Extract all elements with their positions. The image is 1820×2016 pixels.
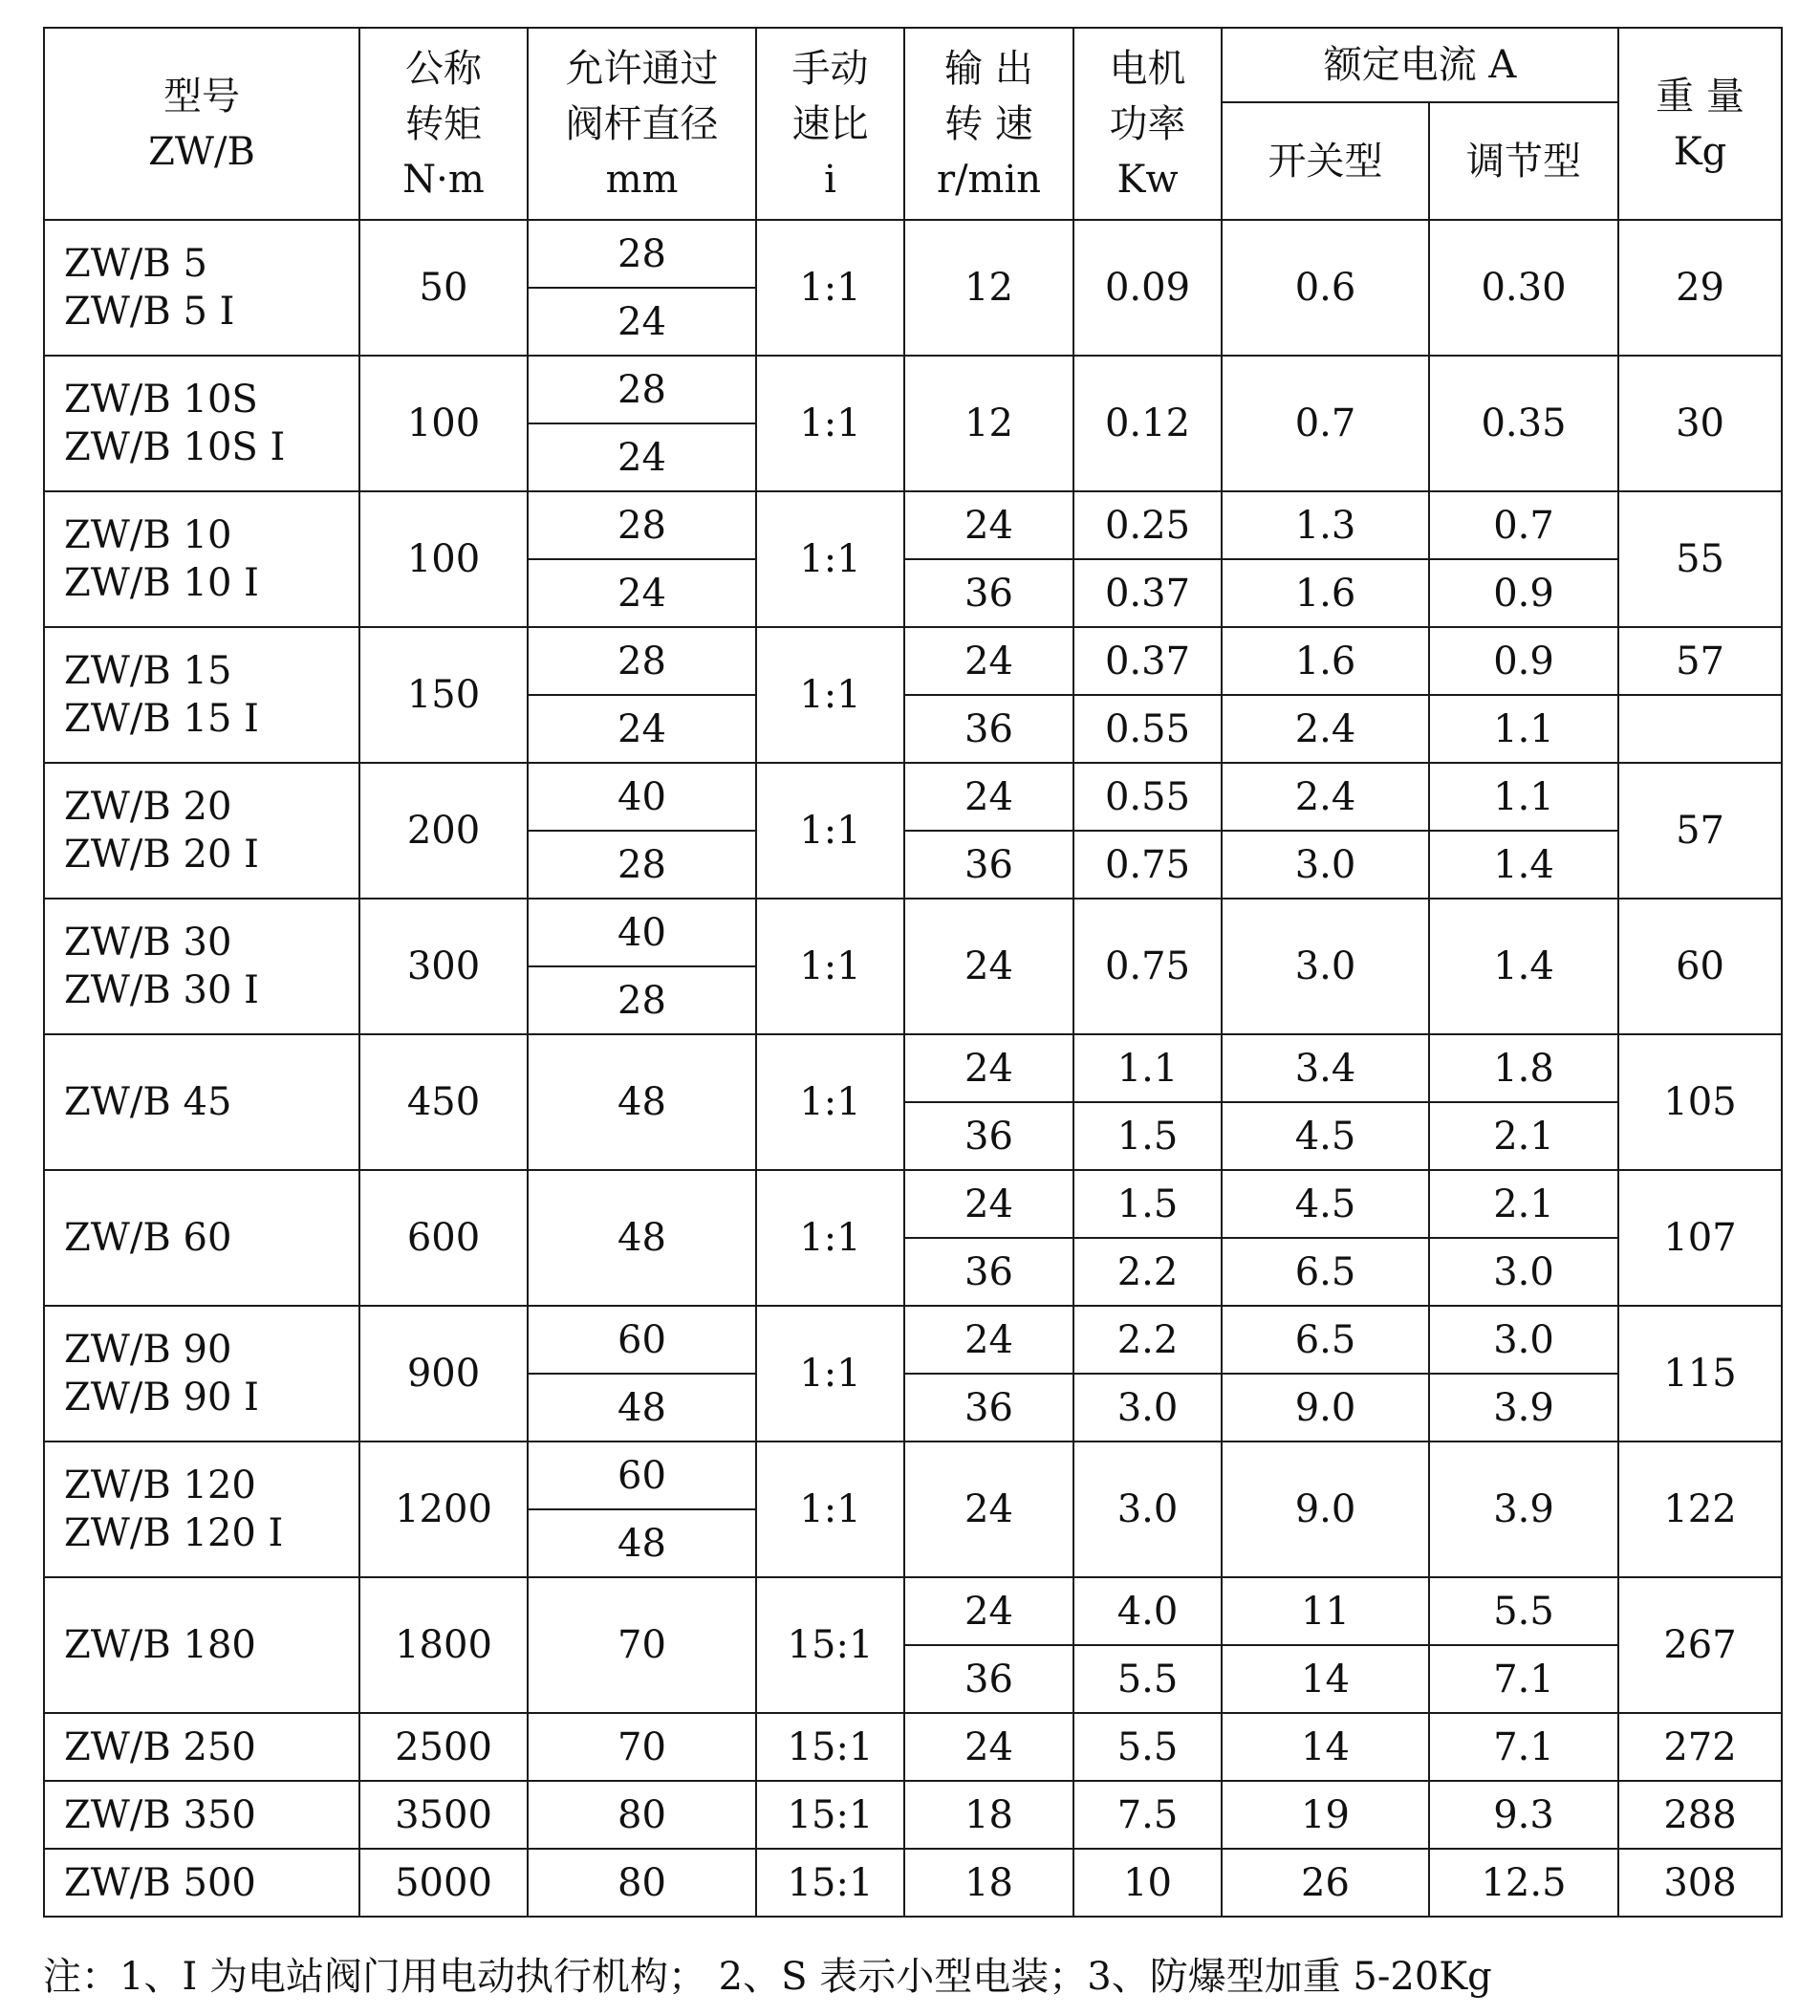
regulate-current-cell: 12.5: [1429, 1849, 1618, 1917]
table-row: [44, 491, 1782, 559]
stem-diameter-cell: 28: [528, 356, 756, 423]
regulate-current-cell: 5.5: [1429, 1577, 1618, 1645]
regulate-current-cell: 3.9: [1429, 1374, 1618, 1442]
stem-diameter-cell: 70: [528, 1577, 756, 1713]
switch-current-cell: 1.6: [1222, 627, 1429, 695]
regulate-current-cell: 7.1: [1429, 1713, 1618, 1781]
model-cell: ZW/B 60: [44, 1170, 359, 1306]
output-speed-cell: 12: [904, 356, 1073, 491]
switch-current-cell: 1.6: [1222, 559, 1429, 627]
output-speed-cell: 36: [904, 831, 1073, 899]
weight-cell: 57: [1618, 627, 1782, 695]
weight-cell: 272: [1618, 1713, 1782, 1781]
switch-current-cell: 6.5: [1222, 1238, 1429, 1306]
table-row: [44, 356, 1782, 423]
motor-power-cell: 0.12: [1073, 356, 1222, 491]
output-speed-cell: 18: [904, 1781, 1073, 1849]
table-row: [44, 1170, 1782, 1238]
manual-ratio-cell: 15:1: [756, 1577, 904, 1713]
stem-diameter-cell: 28: [528, 627, 756, 695]
model-cell: ZW/B 15 ZW/B 15 I: [44, 627, 359, 763]
switch-current-cell: 4.5: [1222, 1170, 1429, 1238]
output-speed-cell: 24: [904, 1034, 1073, 1102]
torque-cell: 300: [359, 899, 528, 1034]
switch-current-cell: 14: [1222, 1713, 1429, 1781]
table-row: [44, 220, 1782, 288]
output-speed-cell: 12: [904, 220, 1073, 356]
table-row: [44, 1781, 1782, 1849]
manual-ratio-cell: 1:1: [756, 1306, 904, 1442]
regulate-current-cell: 0.30: [1429, 220, 1618, 356]
manual-ratio-cell: 1:1: [756, 1442, 904, 1577]
header-motor-power: 电机 功率 Kw: [1073, 28, 1222, 220]
weight-cell: 57: [1618, 763, 1782, 899]
motor-power-cell: 10: [1073, 1849, 1222, 1917]
header-manual-ratio: 手动 速比 i: [756, 28, 904, 220]
torque-cell: 450: [359, 1034, 528, 1170]
motor-power-cell: 0.55: [1073, 695, 1222, 763]
switch-current-cell: 3.0: [1222, 831, 1429, 899]
stem-diameter-cell: 48: [528, 1509, 756, 1577]
output-speed-cell: 36: [904, 559, 1073, 627]
regulate-current-cell: 9.3: [1429, 1781, 1618, 1849]
switch-current-cell: 4.5: [1222, 1102, 1429, 1170]
manual-ratio-cell: 1:1: [756, 220, 904, 356]
regulate-current-cell: 1.4: [1429, 899, 1618, 1034]
model-cell: ZW/B 180: [44, 1577, 359, 1713]
switch-current-cell: 11: [1222, 1577, 1429, 1645]
torque-cell: 100: [359, 356, 528, 491]
weight-cell: 105: [1618, 1034, 1782, 1170]
weight-cell: 55: [1618, 491, 1782, 627]
torque-cell: 200: [359, 763, 528, 899]
table-row: [44, 763, 1782, 831]
weight-cell: 288: [1618, 1781, 1782, 1849]
table-row: [44, 627, 1782, 695]
motor-power-cell: 0.09: [1073, 220, 1222, 356]
stem-diameter-cell: 60: [528, 1306, 756, 1374]
manual-ratio-cell: 1:1: [756, 1170, 904, 1306]
table-row: [44, 1849, 1782, 1917]
output-speed-cell: 36: [904, 1102, 1073, 1170]
header-weight: 重 量 Kg: [1618, 28, 1782, 220]
output-speed-cell: 36: [904, 1374, 1073, 1442]
output-speed-cell: 18: [904, 1849, 1073, 1917]
regulate-current-cell: 0.9: [1429, 627, 1618, 695]
table-row: [44, 1713, 1782, 1781]
stem-diameter-cell: 80: [528, 1849, 756, 1917]
torque-cell: 1800: [359, 1577, 528, 1713]
stem-diameter-cell: 24: [528, 288, 756, 356]
output-speed-cell: 36: [904, 1645, 1073, 1713]
manual-ratio-cell: 15:1: [756, 1713, 904, 1781]
header-rated-current: 额定电流 A: [1222, 28, 1618, 102]
switch-current-cell: 2.4: [1222, 695, 1429, 763]
table-row: [44, 1577, 1782, 1645]
stem-diameter-cell: 40: [528, 763, 756, 831]
switch-current-cell: 9.0: [1222, 1442, 1429, 1577]
stem-diameter-cell: 80: [528, 1781, 756, 1849]
regulate-current-cell: 2.1: [1429, 1102, 1618, 1170]
stem-diameter-cell: 28: [528, 220, 756, 288]
manual-ratio-cell: 1:1: [756, 1034, 904, 1170]
model-cell: ZW/B 500: [44, 1849, 359, 1917]
switch-current-cell: 6.5: [1222, 1306, 1429, 1374]
torque-cell: 100: [359, 491, 528, 627]
motor-power-cell: 1.5: [1073, 1102, 1222, 1170]
regulate-current-cell: 0.7: [1429, 491, 1618, 559]
regulate-current-cell: 0.9: [1429, 559, 1618, 627]
model-cell: ZW/B 350: [44, 1781, 359, 1849]
model-cell: ZW/B 120 ZW/B 120 I: [44, 1442, 359, 1577]
table-body: [44, 220, 1782, 1917]
stem-diameter-cell: 60: [528, 1442, 756, 1509]
footnote: 注：1、I 为电站阀门用电动执行机构； 2、S 表示小型电装；3、防爆型加重 5-20Kg: [43, 1955, 1492, 1999]
motor-power-cell: 0.37: [1073, 559, 1222, 627]
stem-diameter-cell: 48: [528, 1170, 756, 1306]
weight-cell: 308: [1618, 1849, 1782, 1917]
motor-power-cell: 7.5: [1073, 1781, 1222, 1849]
regulate-current-cell: 1.8: [1429, 1034, 1618, 1102]
output-speed-cell: 24: [904, 627, 1073, 695]
model-cell: ZW/B 10 ZW/B 10 I: [44, 491, 359, 627]
stem-diameter-cell: 24: [528, 559, 756, 627]
model-cell: ZW/B 90 ZW/B 90 I: [44, 1306, 359, 1442]
regulate-current-cell: 1.4: [1429, 831, 1618, 899]
torque-cell: 2500: [359, 1713, 528, 1781]
switch-current-cell: 26: [1222, 1849, 1429, 1917]
output-speed-cell: 24: [904, 899, 1073, 1034]
output-speed-cell: 24: [904, 1442, 1073, 1577]
output-speed-cell: 24: [904, 1577, 1073, 1645]
switch-current-cell: 9.0: [1222, 1374, 1429, 1442]
motor-power-cell: 5.5: [1073, 1713, 1222, 1781]
model-cell: ZW/B 30 ZW/B 30 I: [44, 899, 359, 1034]
manual-ratio-cell: 15:1: [756, 1849, 904, 1917]
motor-power-cell: 0.75: [1073, 899, 1222, 1034]
torque-cell: 1200: [359, 1442, 528, 1577]
stem-diameter-cell: 28: [528, 491, 756, 559]
regulate-current-cell: 1.1: [1429, 695, 1618, 763]
switch-current-cell: 1.3: [1222, 491, 1429, 559]
table-header: [44, 28, 1782, 220]
stem-diameter-cell: 40: [528, 899, 756, 966]
model-cell: ZW/B 20 ZW/B 20 I: [44, 763, 359, 899]
weight-cell: 115: [1618, 1306, 1782, 1442]
regulate-current-cell: 3.0: [1429, 1238, 1618, 1306]
output-speed-cell: 24: [904, 763, 1073, 831]
torque-cell: 600: [359, 1170, 528, 1306]
switch-current-cell: 3.4: [1222, 1034, 1429, 1102]
model-cell: ZW/B 250: [44, 1713, 359, 1781]
output-speed-cell: 36: [904, 695, 1073, 763]
manual-ratio-cell: 1:1: [756, 356, 904, 491]
torque-cell: 50: [359, 220, 528, 356]
model-cell: ZW/B 10S ZW/B 10S I: [44, 356, 359, 491]
switch-current-cell: 3.0: [1222, 899, 1429, 1034]
regulate-current-cell: 0.35: [1429, 356, 1618, 491]
motor-power-cell: 3.0: [1073, 1374, 1222, 1442]
regulate-current-cell: 3.0: [1429, 1306, 1618, 1374]
stem-diameter-cell: 70: [528, 1713, 756, 1781]
weight-cell: 122: [1618, 1442, 1782, 1577]
regulate-current-cell: 7.1: [1429, 1645, 1618, 1713]
stem-diameter-cell: 28: [528, 966, 756, 1034]
stem-diameter-cell: 48: [528, 1374, 756, 1442]
stem-diameter-cell: 28: [528, 831, 756, 899]
switch-current-cell: 14: [1222, 1645, 1429, 1713]
motor-power-cell: 4.0: [1073, 1577, 1222, 1645]
motor-power-cell: 3.0: [1073, 1442, 1222, 1577]
motor-power-cell: 1.1: [1073, 1034, 1222, 1102]
manual-ratio-cell: 1:1: [756, 627, 904, 763]
manual-ratio-cell: 1:1: [756, 763, 904, 899]
weight-cell: 60: [1618, 899, 1782, 1034]
weight-cell: 107: [1618, 1170, 1782, 1306]
weight-cell: 29: [1618, 220, 1782, 356]
manual-ratio-cell: 1:1: [756, 899, 904, 1034]
output-speed-cell: 24: [904, 491, 1073, 559]
motor-power-cell: 1.5: [1073, 1170, 1222, 1238]
spec-table: [43, 27, 1783, 1918]
stem-diameter-cell: 48: [528, 1034, 756, 1170]
manual-ratio-cell: 1:1: [756, 491, 904, 627]
header-output-speed: 输 出 转 速 r/min: [904, 28, 1073, 220]
header-current-regulate: 调节型: [1429, 102, 1618, 220]
table-row: [44, 899, 1782, 966]
switch-current-cell: 2.4: [1222, 763, 1429, 831]
model-cell: ZW/B 45: [44, 1034, 359, 1170]
motor-power-cell: 0.55: [1073, 763, 1222, 831]
table-row: [44, 1442, 1782, 1509]
torque-cell: 5000: [359, 1849, 528, 1917]
weight-cell: 30: [1618, 356, 1782, 491]
model-cell: ZW/B 5 ZW/B 5 I: [44, 220, 359, 356]
output-speed-cell: 36: [904, 1238, 1073, 1306]
torque-cell: 3500: [359, 1781, 528, 1849]
motor-power-cell: 2.2: [1073, 1306, 1222, 1374]
stem-diameter-cell: 24: [528, 423, 756, 491]
torque-cell: 900: [359, 1306, 528, 1442]
weight-cell: 267: [1618, 1577, 1782, 1713]
motor-power-cell: 2.2: [1073, 1238, 1222, 1306]
motor-power-cell: 0.25: [1073, 491, 1222, 559]
header-stem-diameter: 允许通过 阀杆直径 mm: [528, 28, 756, 220]
regulate-current-cell: 2.1: [1429, 1170, 1618, 1238]
table-row: [44, 1306, 1782, 1374]
table-row: [44, 1034, 1782, 1102]
switch-current-cell: 19: [1222, 1781, 1429, 1849]
header-model: 型号 ZW/B: [44, 28, 359, 220]
manual-ratio-cell: 15:1: [756, 1781, 904, 1849]
stem-diameter-cell: 24: [528, 695, 756, 763]
output-speed-cell: 24: [904, 1306, 1073, 1374]
header-torque: 公称 转矩 N·m: [359, 28, 528, 220]
weight-cell: [1618, 695, 1782, 763]
output-speed-cell: 24: [904, 1170, 1073, 1238]
switch-current-cell: 0.6: [1222, 220, 1429, 356]
regulate-current-cell: 3.9: [1429, 1442, 1618, 1577]
output-speed-cell: 24: [904, 1713, 1073, 1781]
switch-current-cell: 0.7: [1222, 356, 1429, 491]
header-current-switch: 开关型: [1222, 102, 1429, 220]
torque-cell: 150: [359, 627, 528, 763]
regulate-current-cell: 1.1: [1429, 763, 1618, 831]
motor-power-cell: 0.75: [1073, 831, 1222, 899]
motor-power-cell: 0.37: [1073, 627, 1222, 695]
motor-power-cell: 5.5: [1073, 1645, 1222, 1713]
